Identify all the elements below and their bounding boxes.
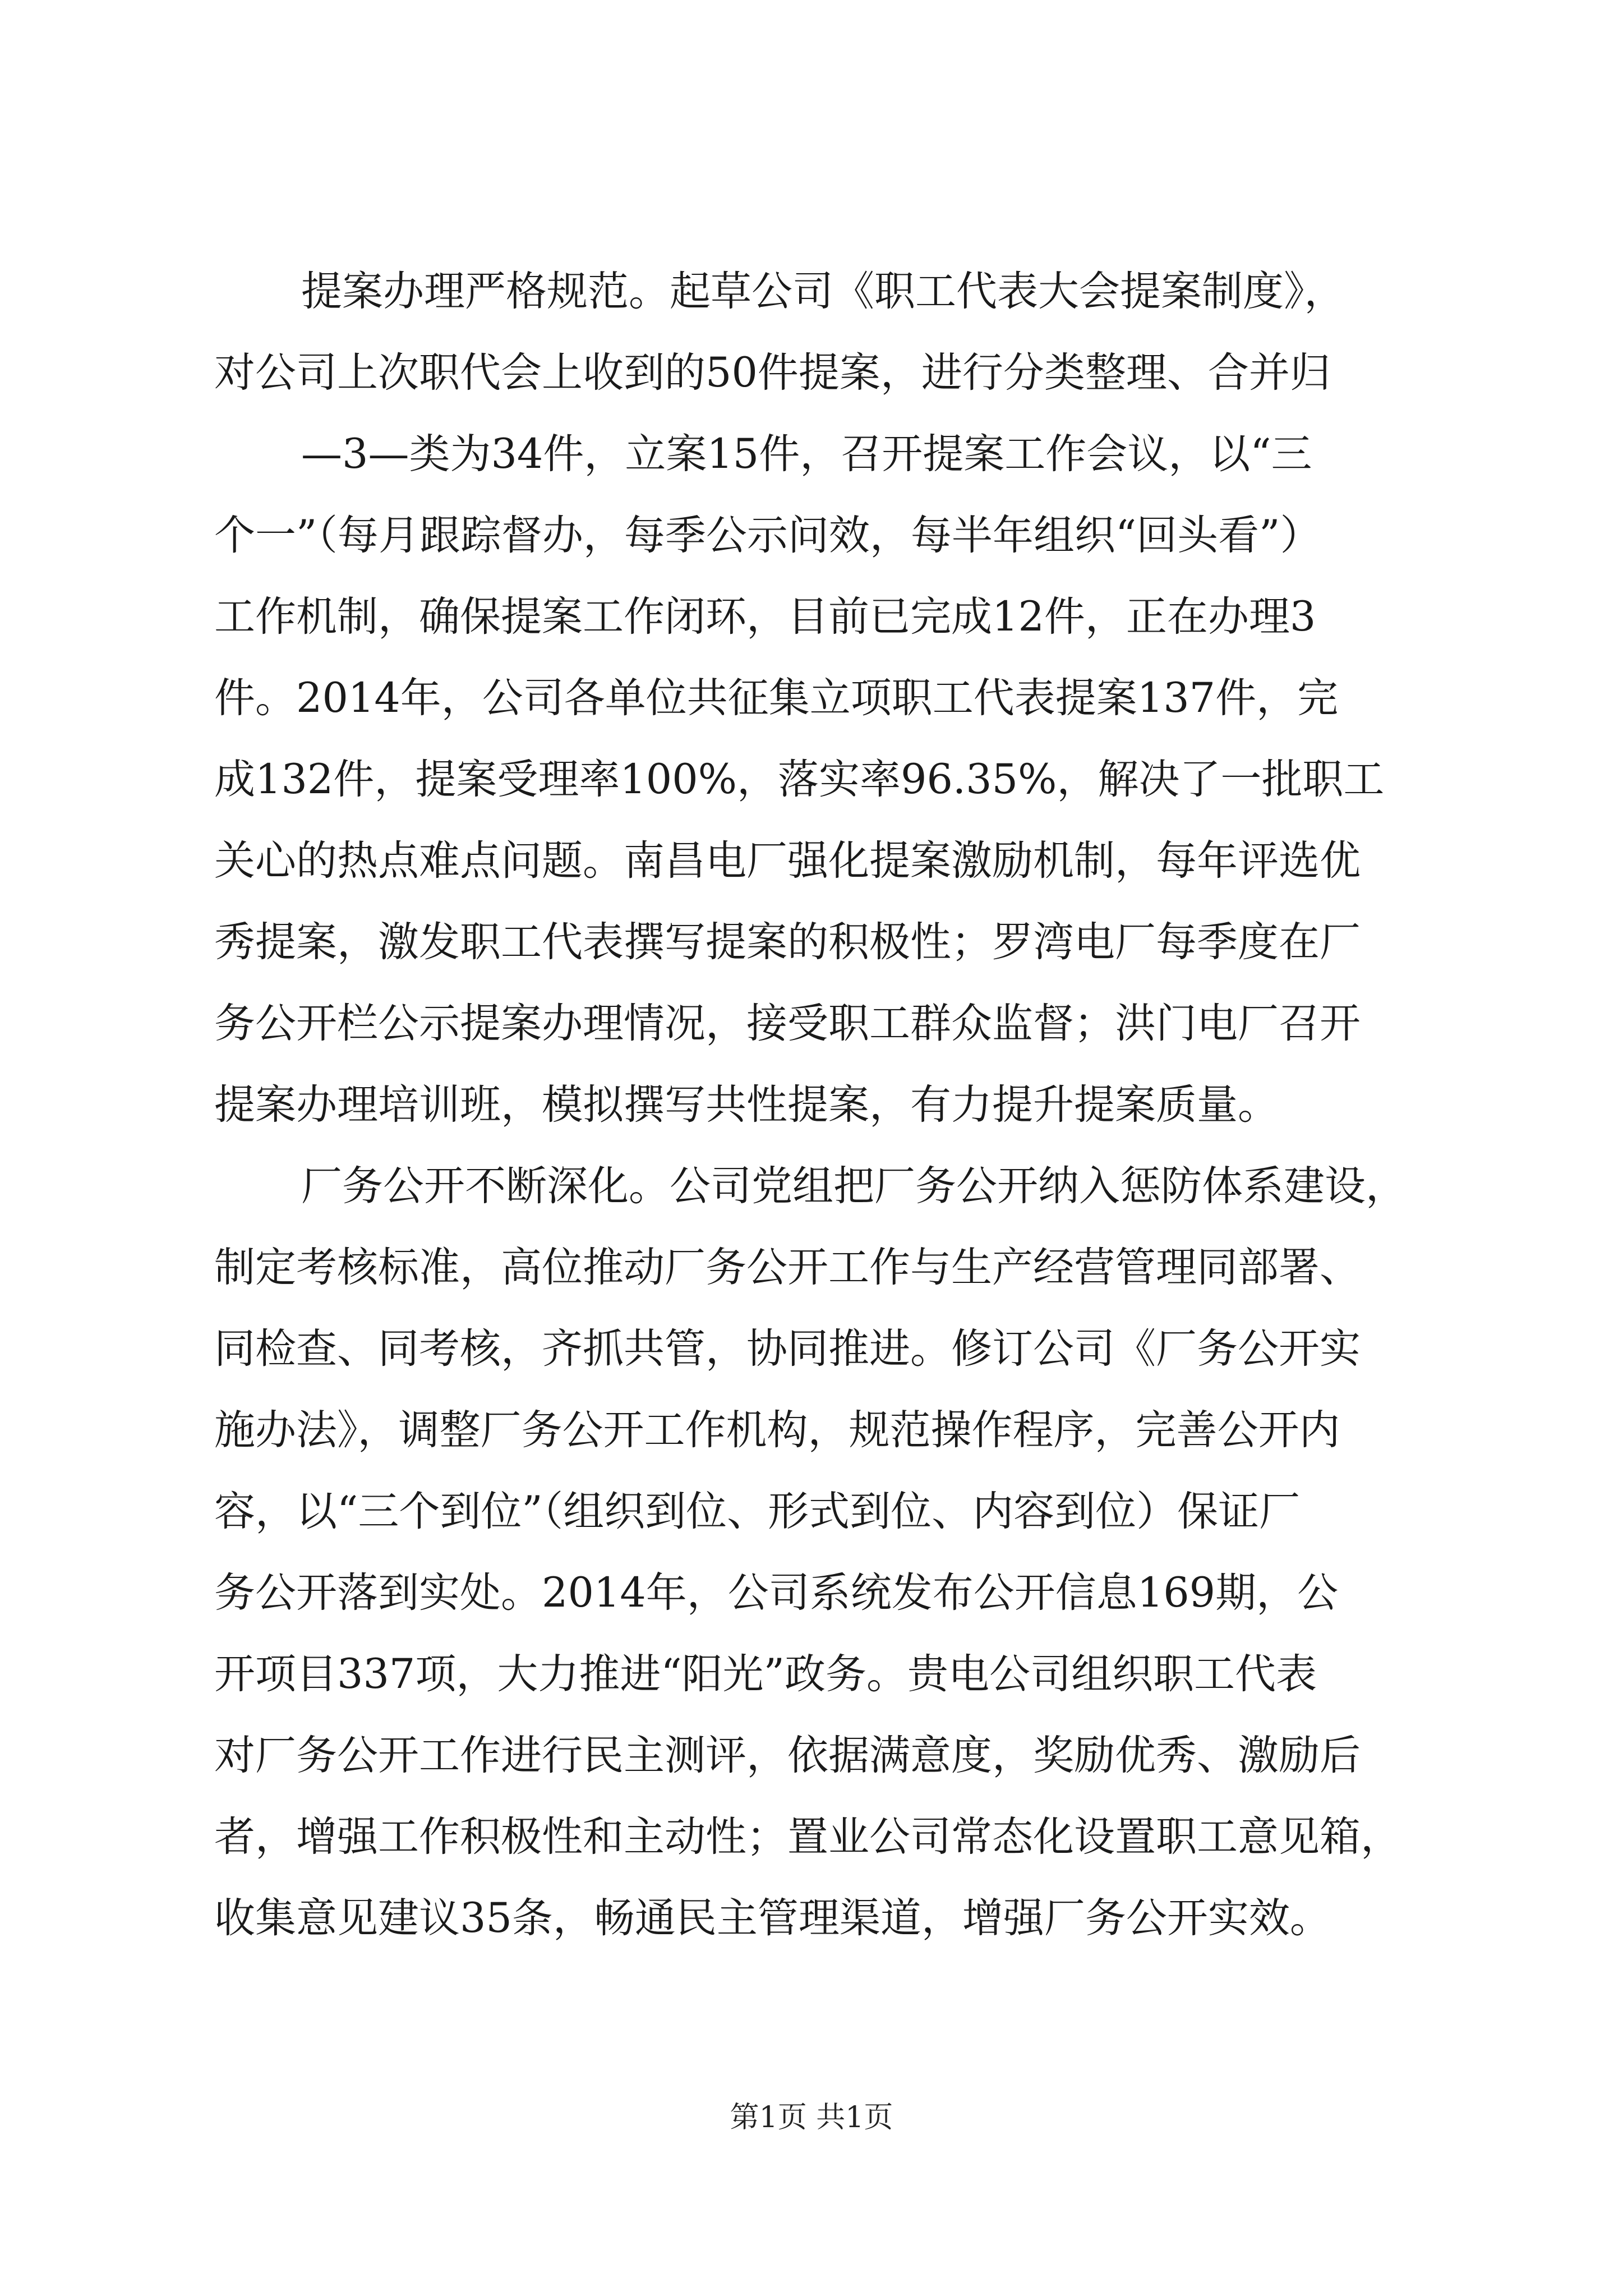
text-line: 提案办理严格规范。起草公司《职工代表大会提案制度》， — [301, 268, 1345, 315]
text-line: 务公开落到实处。2014年，公司系统发布公开信息169期，公 — [214, 1569, 1339, 1617]
page-footer: 第1页 共1页 — [730, 2101, 893, 2134]
text-line: 施办法》，调整厂务公开工作机构，规范操作程序，完善公开内 — [214, 1406, 1340, 1454]
text-line: —3—类为34件，立案15件，召开提案工作会议，以“三 — [301, 430, 1312, 478]
text-line: 提案办理培训班，模拟撰写共性提案，有力提升提案质量。 — [214, 1081, 1279, 1129]
text-line: 对公司上次职代会上收到的50件提案，进行分类整理、合并归 — [214, 349, 1331, 397]
text-line: 同检查、同考核，齐抓共管，协同推进。修订公司《厂务公开实 — [214, 1325, 1361, 1373]
text-line: 对厂务公开工作进行民主测评，依据满意度，奖励优秀、激励后 — [214, 1732, 1361, 1779]
text-line: 关心的热点难点问题。南昌电厂强化提案激励机制，每年评选优 — [214, 837, 1361, 885]
text-line: 制定考核标准，高位推动厂务公开工作与生产经营管理同部署、 — [214, 1244, 1361, 1291]
text-line: 容，以“三个到位”（组织到位、形式到位、内容到位）保证厂 — [214, 1488, 1301, 1535]
text-line: 个一”（每月跟踪督办，每季公示问效，每半年组织“回头看”） — [214, 512, 1321, 559]
text-line: 成132件，提案受理率100%，落实率96.35%，解决了一批职工 — [214, 756, 1385, 803]
text-line: 收集意见建议35条，畅通民主管理渠道，增强厂务公开实效。 — [214, 1894, 1331, 1942]
text-line: 务公开栏公示提案办理情况，接受职工群众监督；洪门电厂召开 — [214, 1000, 1361, 1047]
text-line: 秀提案，激发职工代表撰写提案的积极性；罗湾电厂每季度在厂 — [214, 918, 1361, 966]
text-line: 工作机制，确保提案工作闭环，目前已完成12件，正在办理3 — [214, 593, 1316, 641]
text-line: 厂务公开不断深化。公司党组把厂务公开纳入惩防体系建设， — [301, 1162, 1407, 1210]
text-line: 件。2014年，公司各单位共征集立项职工代表提案137件，完 — [214, 674, 1339, 722]
text-line: 者，增强工作积极性和主动性；置业公司常态化设置职工意见箱， — [214, 1813, 1401, 1861]
text-line: 开项目337项，大力推进“阳光”政务。贵电公司组织职工代表 — [214, 1650, 1317, 1698]
